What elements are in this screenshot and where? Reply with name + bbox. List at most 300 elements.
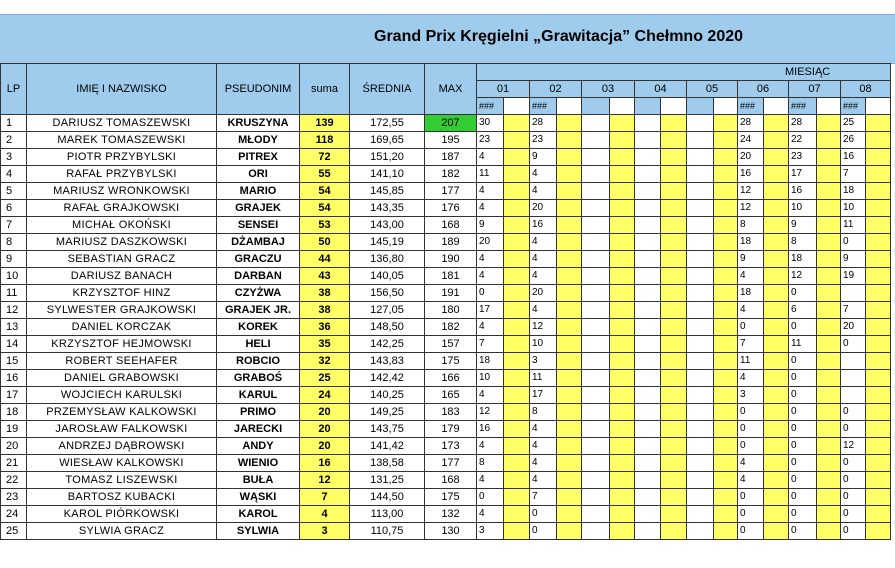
cell-r01: 20	[477, 234, 504, 251]
cell-max: 180	[425, 302, 477, 319]
cell-r05	[687, 234, 714, 251]
cell-r06-fill	[764, 115, 789, 132]
table-row	[1, 183, 891, 200]
cell-r05	[687, 115, 714, 132]
cell-r07-fill	[817, 285, 841, 302]
cell-r03-fill	[610, 421, 635, 438]
cell-r02: 0	[530, 506, 557, 523]
cell-r08-fill	[866, 438, 891, 455]
cell-r08-fill	[866, 489, 891, 506]
cell-r04-fill	[661, 234, 687, 251]
cell-r03-fill	[610, 523, 635, 540]
header-month-label: MIESIĄC	[785, 66, 831, 78]
cell-max: 176	[425, 200, 477, 217]
table-row	[1, 353, 891, 370]
cell-r04-fill	[661, 370, 687, 387]
cell-sum: 20	[300, 438, 350, 455]
cell-lp: 12	[1, 302, 27, 319]
cell-avg: 172,55	[350, 115, 425, 132]
cell-nick: BUŁA	[217, 472, 300, 489]
cell-r03-fill	[610, 251, 635, 268]
cell-r03-fill	[610, 387, 635, 404]
cell-max: 130	[425, 523, 477, 540]
cell-r05-fill	[714, 455, 738, 472]
cell-nick: DŻAMBAJ	[217, 234, 300, 251]
cell-lp: 17	[1, 387, 27, 404]
cell-r07: 0	[789, 387, 817, 404]
cell-r03-fill	[610, 166, 635, 183]
cell-max: 187	[425, 149, 477, 166]
cell-r08	[841, 387, 866, 404]
cell-r05-fill	[714, 285, 738, 302]
cell-r07: 0	[789, 472, 817, 489]
cell-r03	[582, 523, 610, 540]
cell-r07-fill	[817, 455, 841, 472]
cell-r06: 0	[738, 421, 764, 438]
cell-r04-fill	[661, 523, 687, 540]
cell-nick: CZYŻWA	[217, 285, 300, 302]
cell-r02: 16	[530, 217, 557, 234]
cell-r08: 0	[841, 472, 866, 489]
cell-sum: 32	[300, 353, 350, 370]
cell-r07: 23	[789, 149, 817, 166]
cell-r06-fill	[764, 489, 789, 506]
table-row	[1, 455, 891, 472]
cell-r05-fill	[714, 217, 738, 234]
cell-name: WIESŁAW KALKOWSKI	[27, 455, 217, 472]
cell-r07-fill	[817, 319, 841, 336]
cell-name: ANDRZEJ DĄBROWSKI	[27, 438, 217, 455]
cell-sum: 54	[300, 183, 350, 200]
cell-max: 189	[425, 234, 477, 251]
cell-r08: 16	[841, 149, 866, 166]
cell-r04	[635, 268, 661, 285]
cell-r05-fill	[714, 149, 738, 166]
cell-nick: WIENIO	[217, 455, 300, 472]
cell-nick: GRAJEK	[217, 200, 300, 217]
cell-r03	[582, 506, 610, 523]
cell-nick: GRABOŚ	[217, 370, 300, 387]
cell-r01: 4	[477, 472, 504, 489]
cell-r02: 17	[530, 387, 557, 404]
cell-r06-fill	[764, 387, 789, 404]
cell-r07: 0	[789, 404, 817, 421]
cell-nick: JARECKI	[217, 421, 300, 438]
cell-r08-fill	[866, 404, 891, 421]
cell-r04	[635, 404, 661, 421]
cell-r04-fill	[661, 149, 687, 166]
cell-r04-fill	[661, 319, 687, 336]
cell-r06: 9	[738, 251, 764, 268]
cell-r08: 19	[841, 268, 866, 285]
cell-r02-fill	[557, 285, 582, 302]
cell-r06: 0	[738, 506, 764, 523]
cell-r08-fill	[866, 506, 891, 523]
cell-lp: 19	[1, 421, 27, 438]
cell-r01: 18	[477, 353, 504, 370]
cell-r02: 4	[530, 183, 557, 200]
cell-sum: 43	[300, 268, 350, 285]
cell-lp: 7	[1, 217, 27, 234]
cell-sum: 38	[300, 285, 350, 302]
cell-r07-fill	[817, 387, 841, 404]
cell-lp: 25	[1, 523, 27, 540]
cell-sum: 16	[300, 455, 350, 472]
cell-r07-fill	[817, 166, 841, 183]
header-nick: PSEUDONIM	[217, 64, 300, 115]
cell-r02-fill	[557, 149, 582, 166]
cell-r08: 26	[841, 132, 866, 149]
cell-r07: 16	[789, 183, 817, 200]
cell-r08: 9	[841, 251, 866, 268]
cell-max: 132	[425, 506, 477, 523]
cell-nick: PRIMO	[217, 404, 300, 421]
cell-r03	[582, 353, 610, 370]
cell-r07-fill	[817, 132, 841, 149]
cell-r05-fill	[714, 523, 738, 540]
cell-avg: 143,35	[350, 200, 425, 217]
cell-r04	[635, 353, 661, 370]
cell-nick: SYLWIA	[217, 523, 300, 540]
cell-r05-fill	[714, 370, 738, 387]
cell-lp: 3	[1, 149, 27, 166]
cell-r05	[687, 438, 714, 455]
cell-r07: 0	[789, 353, 817, 370]
cell-r02: 4	[530, 234, 557, 251]
cell-r04-fill	[661, 166, 687, 183]
cell-sum: 55	[300, 166, 350, 183]
header-round: 06	[738, 81, 789, 98]
cell-r01: 11	[477, 166, 504, 183]
cell-avg: 136,80	[350, 251, 425, 268]
cell-r05	[687, 251, 714, 268]
cell-r06: 4	[738, 472, 764, 489]
cell-avg: 149,25	[350, 404, 425, 421]
title-bar	[0, 14, 895, 64]
cell-r07-fill	[817, 234, 841, 251]
cell-r06: 0	[738, 438, 764, 455]
cell-sum: 44	[300, 251, 350, 268]
header-hash-cell: ###	[789, 98, 817, 115]
cell-r06: 0	[738, 489, 764, 506]
cell-sum: 20	[300, 421, 350, 438]
cell-max: 173	[425, 438, 477, 455]
cell-r03-fill	[610, 183, 635, 200]
cell-r01-fill	[504, 217, 530, 234]
cell-nick: MARIO	[217, 183, 300, 200]
cell-r04	[635, 523, 661, 540]
cell-r08-fill	[866, 132, 891, 149]
header-hash-pad	[504, 98, 530, 115]
cell-r08: 0	[841, 234, 866, 251]
cell-r07: 12	[789, 268, 817, 285]
cell-r01-fill	[504, 336, 530, 353]
cell-r05	[687, 183, 714, 200]
cell-lp: 21	[1, 455, 27, 472]
cell-r03-fill	[610, 353, 635, 370]
cell-r05-fill	[714, 353, 738, 370]
cell-r06: 0	[738, 523, 764, 540]
cell-sum: 35	[300, 336, 350, 353]
cell-r01-fill	[504, 523, 530, 540]
cell-name: KRZYSZTOF HINZ	[27, 285, 217, 302]
cell-r07-fill	[817, 421, 841, 438]
cell-nick: KAROL	[217, 506, 300, 523]
cell-lp: 24	[1, 506, 27, 523]
cell-r02-fill	[557, 336, 582, 353]
cell-r03	[582, 285, 610, 302]
cell-r01-fill	[504, 183, 530, 200]
cell-r01: 9	[477, 217, 504, 234]
cell-name: DARIUSZ BANACH	[27, 268, 217, 285]
cell-r02-fill	[557, 183, 582, 200]
cell-sum: 25	[300, 370, 350, 387]
cell-r07-fill	[817, 438, 841, 455]
cell-r07-fill	[817, 489, 841, 506]
cell-r01: 4	[477, 149, 504, 166]
cell-avg: 156,50	[350, 285, 425, 302]
cell-r06-fill	[764, 523, 789, 540]
cell-r08	[841, 353, 866, 370]
cell-name: MARIUSZ WRONKOWSKI	[27, 183, 217, 200]
cell-r03	[582, 217, 610, 234]
cell-r05	[687, 387, 714, 404]
cell-r08-fill	[866, 234, 891, 251]
cell-r03	[582, 404, 610, 421]
cell-avg: 143,83	[350, 353, 425, 370]
cell-r04	[635, 166, 661, 183]
cell-r05	[687, 523, 714, 540]
cell-r08-fill	[866, 166, 891, 183]
cell-nick: ROBCIO	[217, 353, 300, 370]
cell-max: 183	[425, 404, 477, 421]
cell-r05	[687, 302, 714, 319]
cell-r04-fill	[661, 183, 687, 200]
cell-name: DARIUSZ TOMASZEWSKI	[27, 115, 217, 132]
cell-r07: 0	[789, 285, 817, 302]
cell-r03-fill	[610, 302, 635, 319]
cell-r01-fill	[504, 234, 530, 251]
header-round: 08	[841, 81, 891, 98]
cell-r07: 0	[789, 438, 817, 455]
cell-r02-fill	[557, 523, 582, 540]
table-row	[1, 387, 891, 404]
header-hash-pad	[817, 98, 841, 115]
cell-sum: 54	[300, 200, 350, 217]
table-row	[1, 268, 891, 285]
cell-r03	[582, 268, 610, 285]
cell-name: KAROL PIÓRKOWSKI	[27, 506, 217, 523]
cell-r02: 12	[530, 319, 557, 336]
cell-r04	[635, 319, 661, 336]
cell-r05	[687, 132, 714, 149]
cell-r05-fill	[714, 302, 738, 319]
cell-r04-fill	[661, 251, 687, 268]
cell-max: 179	[425, 421, 477, 438]
header-hash-pad	[866, 98, 891, 115]
cell-lp: 14	[1, 336, 27, 353]
cell-avg: 140,05	[350, 268, 425, 285]
cell-r03-fill	[610, 489, 635, 506]
cell-r04-fill	[661, 506, 687, 523]
cell-lp: 10	[1, 268, 27, 285]
cell-r01: 16	[477, 421, 504, 438]
cell-r06-fill	[764, 268, 789, 285]
cell-r05-fill	[714, 200, 738, 217]
cell-r08-fill	[866, 353, 891, 370]
cell-r08: 10	[841, 200, 866, 217]
cell-r06: 20	[738, 149, 764, 166]
cell-name: MARIUSZ DASZKOWSKI	[27, 234, 217, 251]
cell-r05	[687, 166, 714, 183]
cell-r06: 8	[738, 217, 764, 234]
cell-r01-fill	[504, 132, 530, 149]
cell-r03	[582, 336, 610, 353]
cell-r06-fill	[764, 404, 789, 421]
cell-r01-fill	[504, 302, 530, 319]
cell-lp: 2	[1, 132, 27, 149]
cell-r02-fill	[557, 438, 582, 455]
cell-r08: 0	[841, 523, 866, 540]
cell-r07-fill	[817, 183, 841, 200]
table-row	[1, 285, 891, 302]
cell-r02-fill	[557, 302, 582, 319]
cell-r01-fill	[504, 506, 530, 523]
cell-r04-fill	[661, 404, 687, 421]
cell-r02: 0	[530, 523, 557, 540]
cell-lp: 13	[1, 319, 27, 336]
cell-r04	[635, 421, 661, 438]
table-row	[1, 438, 891, 455]
cell-r05	[687, 421, 714, 438]
cell-sum: 139	[300, 115, 350, 132]
cell-r08-fill	[866, 217, 891, 234]
cell-r02: 11	[530, 370, 557, 387]
cell-r07: 0	[789, 319, 817, 336]
cell-r05	[687, 336, 714, 353]
cell-nick: KARUL	[217, 387, 300, 404]
cell-r06-fill	[764, 251, 789, 268]
cell-r06-fill	[764, 438, 789, 455]
cell-r01: 4	[477, 387, 504, 404]
cell-r06-fill	[764, 285, 789, 302]
cell-r05	[687, 455, 714, 472]
cell-r01: 23	[477, 132, 504, 149]
cell-sum: 24	[300, 387, 350, 404]
cell-r01-fill	[504, 489, 530, 506]
cell-r05	[687, 506, 714, 523]
cell-r08-fill	[866, 115, 891, 132]
cell-r08-fill	[866, 149, 891, 166]
cell-name: BARTOSZ KUBACKI	[27, 489, 217, 506]
header-round: 03	[582, 81, 635, 98]
cell-r01-fill	[504, 455, 530, 472]
cell-r02-fill	[557, 166, 582, 183]
cell-r08-fill	[866, 319, 891, 336]
cell-nick: KRUSZYNA	[217, 115, 300, 132]
cell-r05	[687, 200, 714, 217]
cell-r01-fill	[504, 251, 530, 268]
cell-lp: 6	[1, 200, 27, 217]
cell-name: DANIEL KORCZAK	[27, 319, 217, 336]
cell-nick: DARBAN	[217, 268, 300, 285]
cell-r03-fill	[610, 115, 635, 132]
cell-r07: 6	[789, 302, 817, 319]
cell-nick: KOREK	[217, 319, 300, 336]
cell-r03-fill	[610, 285, 635, 302]
cell-r04-fill	[661, 455, 687, 472]
cell-nick: SENSEI	[217, 217, 300, 234]
table-row	[1, 302, 891, 319]
cell-r08: 25	[841, 115, 866, 132]
cell-r08	[841, 285, 866, 302]
table-row	[1, 251, 891, 268]
cell-r02: 7	[530, 489, 557, 506]
cell-nick: GRACZU	[217, 251, 300, 268]
cell-name: SEBASTIAN GRACZ	[27, 251, 217, 268]
cell-r01: 17	[477, 302, 504, 319]
cell-r02-fill	[557, 387, 582, 404]
cell-sum: 118	[300, 132, 350, 149]
table-row	[1, 149, 891, 166]
header-month	[477, 64, 891, 81]
cell-name: KRZYSZTOF HEJMOWSKI	[27, 336, 217, 353]
table-row	[1, 506, 891, 523]
cell-name: DANIEL GRABOWSKI	[27, 370, 217, 387]
cell-name: RAFAŁ GRAJKOWSKI	[27, 200, 217, 217]
cell-r07: 0	[789, 489, 817, 506]
cell-r05-fill	[714, 438, 738, 455]
cell-name: TOMASZ LISZEWSKI	[27, 472, 217, 489]
header-hash-cell	[687, 98, 714, 115]
cell-r03	[582, 455, 610, 472]
cell-avg: 145,19	[350, 234, 425, 251]
cell-max: 195	[425, 132, 477, 149]
cell-max: 181	[425, 268, 477, 285]
cell-nick: WĄSKI	[217, 489, 300, 506]
cell-r03	[582, 472, 610, 489]
cell-r05-fill	[714, 268, 738, 285]
cell-r07: 9	[789, 217, 817, 234]
cell-r02: 4	[530, 421, 557, 438]
header-hash-cell: ###	[530, 98, 557, 115]
cell-r04	[635, 387, 661, 404]
cell-avg: 138,58	[350, 455, 425, 472]
cell-r04	[635, 183, 661, 200]
cell-nick: ANDY	[217, 438, 300, 455]
cell-lp: 8	[1, 234, 27, 251]
cell-r06-fill	[764, 149, 789, 166]
cell-r02: 3	[530, 353, 557, 370]
cell-r07: 0	[789, 523, 817, 540]
cell-r01-fill	[504, 353, 530, 370]
cell-r04	[635, 370, 661, 387]
cell-r07: 17	[789, 166, 817, 183]
cell-r05-fill	[714, 421, 738, 438]
cell-max: 165	[425, 387, 477, 404]
cell-r08: 0	[841, 421, 866, 438]
cell-r08-fill	[866, 523, 891, 540]
cell-r07: 0	[789, 421, 817, 438]
header-hash-pad	[557, 98, 582, 115]
cell-r03-fill	[610, 472, 635, 489]
cell-r02-fill	[557, 489, 582, 506]
cell-lp: 20	[1, 438, 27, 455]
cell-lp: 1	[1, 115, 27, 132]
cell-max: 157	[425, 336, 477, 353]
cell-max: 190	[425, 251, 477, 268]
cell-r02: 4	[530, 268, 557, 285]
